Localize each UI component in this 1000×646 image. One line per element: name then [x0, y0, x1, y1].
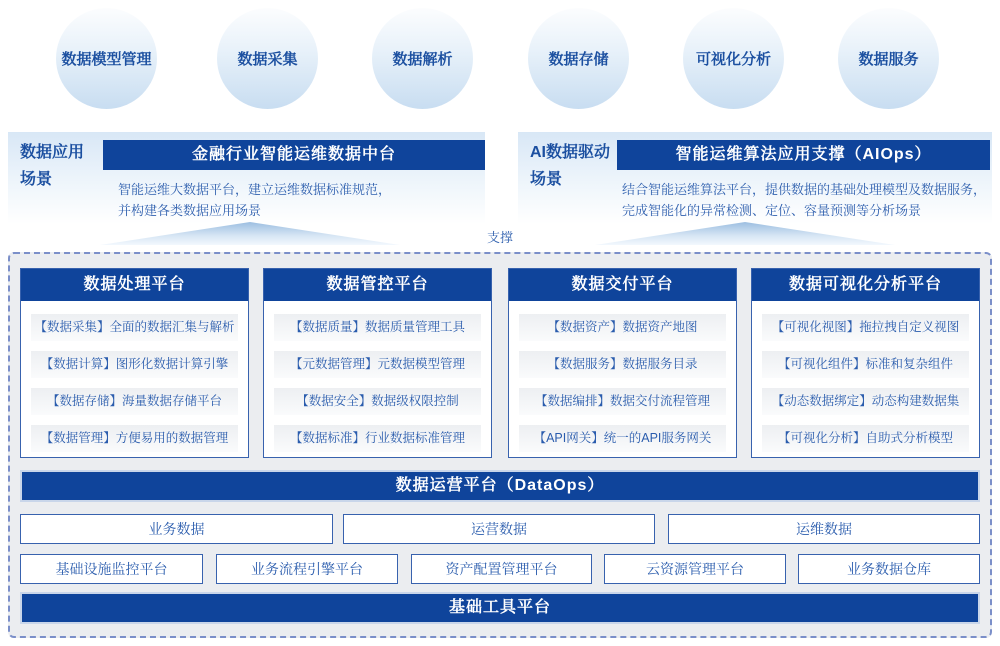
column-header: 数据交付平台	[509, 269, 736, 301]
scenario-label-line1: 数据应用	[20, 144, 85, 161]
feature-item: 【数据存储】海量数据存储平台	[31, 388, 238, 415]
feature-item: 【数据计算】图形化数据计算引擎	[31, 351, 238, 378]
support-arrow-up-left	[100, 222, 400, 245]
scenario-title-bar: 智能运维算法应用支撑（AIOps）	[617, 140, 990, 170]
box-operation-data: 运营数据	[343, 514, 655, 544]
box-business-process-engine: 业务流程引擎平台	[216, 554, 398, 584]
scenario-desc-line1: 智能运维大数据平台，建立运维数据标准规范，	[118, 182, 392, 197]
scenario-description	[118, 179, 391, 221]
column-items	[752, 301, 979, 452]
base-tools-platform-bar: 基础工具平台	[20, 592, 980, 624]
feature-item: 【动态数据绑定】动态构建数据集	[762, 388, 969, 415]
scenario-label-line2: 场景	[530, 171, 563, 188]
scenario-ai-data-driven	[518, 132, 992, 224]
column-items	[509, 301, 736, 452]
column-header: 数据可视化分析平台	[752, 269, 979, 301]
box-business-data-warehouse: 业务数据仓库	[798, 554, 980, 584]
column-items	[21, 301, 248, 452]
box-asset-config-mgmt-platform: 资产配置管理平台	[411, 554, 592, 584]
column-data-visualization-platform	[751, 268, 980, 458]
scenario-title-bar: 金融行业智能运维数据中台	[103, 140, 485, 170]
feature-item: 【数据采集】全面的数据汇集与解析	[31, 314, 238, 341]
feature-item: 【可视化组件】标准和复杂组件	[762, 351, 969, 378]
feature-item: 【数据标准】行业数据标准管理	[274, 425, 481, 452]
feature-item: 【元数据管理】元数据模型管理	[274, 351, 481, 378]
bubble-data-parsing: 数据解析	[372, 8, 473, 109]
feature-item: 【可视化视图】拖拉拽自定义视图	[762, 314, 969, 341]
box-infra-monitoring-platform: 基础设施监控平台	[20, 554, 203, 584]
column-header: 数据处理平台	[21, 269, 248, 301]
box-cloud-resource-mgmt: 云资源管理平台	[604, 554, 786, 584]
box-ops-data: 运维数据	[668, 514, 980, 544]
bubble-data-collection: 数据采集	[217, 8, 318, 109]
bubble-data-service: 数据服务	[838, 8, 939, 109]
column-data-processing-platform	[20, 268, 249, 458]
scenario-data-application	[8, 132, 485, 224]
support-arrow-up-right	[595, 222, 895, 245]
scenario-label-line2: 场景	[20, 171, 53, 188]
feature-item: 【数据编排】数据交付流程管理	[519, 388, 726, 415]
column-data-delivery-platform	[508, 268, 737, 458]
bubble-data-storage: 数据存储	[528, 8, 629, 109]
scenario-label	[530, 139, 610, 193]
feature-item: 【数据管理】方便易用的数据管理	[31, 425, 238, 452]
feature-item: 【数据质量】数据质量管理工具	[274, 314, 481, 341]
box-business-data: 业务数据	[20, 514, 333, 544]
feature-item: 【可视化分析】自助式分析模型	[762, 425, 969, 452]
column-data-governance-platform	[263, 268, 492, 458]
feature-item: 【数据资产】数据资产地图	[519, 314, 726, 341]
feature-item: 【数据服务】数据服务目录	[519, 351, 726, 378]
scenario-desc-line2: 完成智能化的异常检测、定位、容量预测等分析场景	[622, 203, 922, 218]
feature-item: 【API网关】统一的API服务网关	[519, 425, 726, 452]
column-items	[264, 301, 491, 452]
bubble-data-model-mgmt: 数据模型管理	[56, 8, 157, 109]
scenario-desc-line2: 并构建各类数据应用场景	[118, 203, 262, 218]
bubble-visual-analysis: 可视化分析	[683, 8, 784, 109]
scenario-desc-line1: 结合智能运维算法平台，提供数据的基础处理模型及数据服务，	[622, 182, 987, 197]
scenario-label	[20, 139, 84, 193]
feature-item: 【数据安全】数据级权限控制	[274, 388, 481, 415]
scenario-description	[622, 179, 986, 221]
dataops-platform-bar: 数据运营平台（DataOps）	[20, 470, 980, 502]
scenario-label-line1: AI数据驱动	[530, 144, 611, 161]
column-header: 数据管控平台	[264, 269, 491, 301]
support-label: 支撑	[486, 230, 513, 245]
